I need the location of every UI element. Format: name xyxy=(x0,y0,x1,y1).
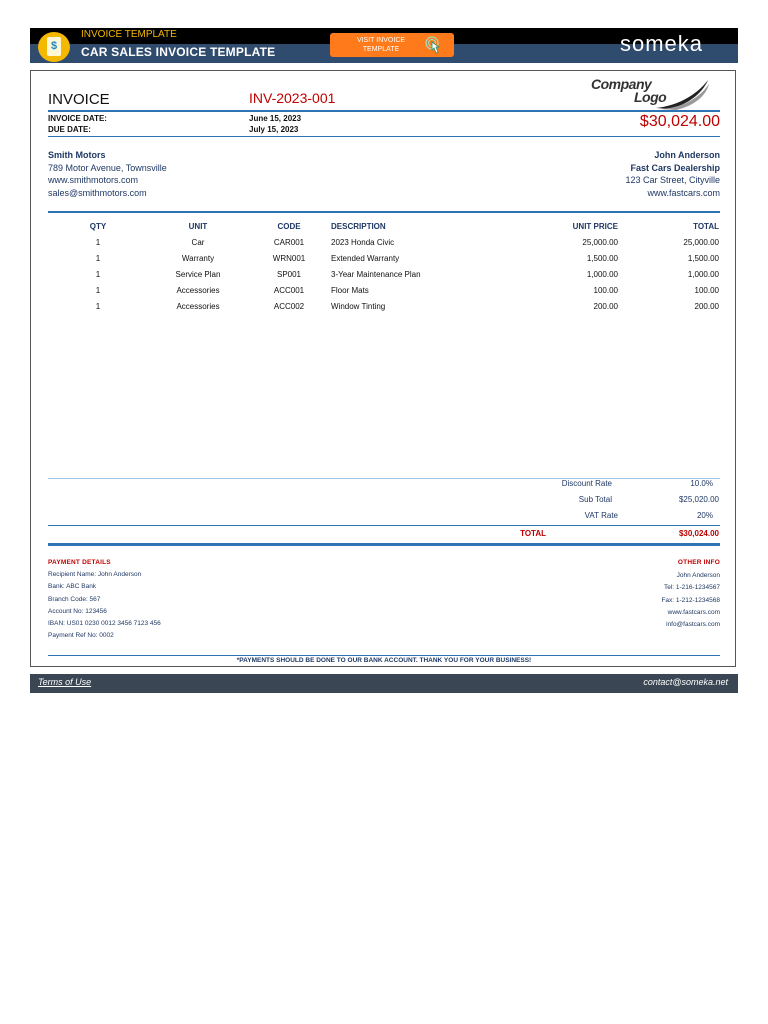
table-cell-unit: Service Plan xyxy=(175,270,221,279)
divider xyxy=(48,110,720,112)
col-header-total: TOTAL xyxy=(693,222,719,231)
subtotal-label: Sub Total xyxy=(578,495,612,504)
due-date-value: July 15, 2023 xyxy=(249,125,299,134)
footer-bar xyxy=(30,674,738,693)
table-cell-unit: Accessories xyxy=(176,302,220,311)
payment-note: *PAYMENTS SHOULD BE DONE TO OUR BANK ACCOUNT. THANK YOU FOR YOUR BUSINESS! xyxy=(236,657,532,664)
seller-email: sales@smithmotors.com xyxy=(48,187,147,198)
table-cell-description: 2023 Honda Civic xyxy=(331,238,395,247)
visit-button-label[interactable]: VISIT INVOICE TEMPLATE xyxy=(356,37,406,53)
payment-line: IBAN: US01 0230 0012 3456 7123 456 xyxy=(48,620,161,628)
contact-email-link[interactable]: contact@someka.net xyxy=(643,677,728,687)
terms-of-use-link[interactable]: Terms of Use xyxy=(38,677,92,687)
seller-block xyxy=(48,149,167,199)
invoice-total-amount: $30,024.00 xyxy=(639,113,720,130)
col-header-qty: QTY xyxy=(89,222,107,231)
other-line: Fax: 1-212-1234568 xyxy=(661,596,720,604)
seller-website: www.smithmotors.com xyxy=(48,175,139,185)
divider xyxy=(48,525,720,526)
vat-rate-value: 20% xyxy=(696,511,713,520)
divider xyxy=(48,543,720,546)
grand-total-label: TOTAL xyxy=(520,529,546,538)
payment-line: Payment Ref No: 0002 xyxy=(48,632,114,640)
invoice-date-label: INVOICE DATE: xyxy=(48,114,107,123)
table-cell-unit-price: 100.00 xyxy=(593,286,618,295)
table-cell-code: ACC002 xyxy=(273,302,305,311)
table-cell-total: 1,000.00 xyxy=(687,270,719,279)
table-cell-unit: Warranty xyxy=(181,254,215,263)
buyer-address: 123 Car Street, Cityville xyxy=(625,175,720,185)
subtotal-value: $25,020.00 xyxy=(678,495,719,504)
payment-line: Account No: 123456 xyxy=(48,607,107,615)
table-cell-qty: 1 xyxy=(95,238,101,247)
header-title: CAR SALES INVOICE TEMPLATE xyxy=(81,45,276,59)
buyer-website: www.fastcars.com xyxy=(647,187,720,198)
buyer-company: Fast Cars Dealership xyxy=(630,162,720,173)
buyer-name: John Anderson xyxy=(654,150,720,160)
company-logo-text: Company xyxy=(591,76,652,92)
invoice-title: INVOICE xyxy=(48,91,110,108)
table-cell-qty: 1 xyxy=(95,302,101,311)
other-line: John Anderson xyxy=(676,572,720,579)
other-info-list xyxy=(661,570,720,631)
grand-total-value: $30,024.00 xyxy=(678,529,719,538)
col-header-description: DESCRIPTION xyxy=(331,222,386,231)
header-subtitle: INVOICE TEMPLATE xyxy=(81,29,177,40)
table-cell-total: 200.00 xyxy=(694,302,719,311)
col-header-unit: UNIT xyxy=(188,222,208,231)
table-cell-description: Floor Mats xyxy=(331,286,369,295)
payment-line: Recipient Name: John Anderson xyxy=(48,571,142,578)
other-line: Tel: 1-216-1234567 xyxy=(663,584,720,592)
table-cell-unit-price: 1,000.00 xyxy=(586,270,618,279)
table-cell-unit: Car xyxy=(191,238,205,247)
table-cell-description: Window Tinting xyxy=(331,302,386,311)
table-cell-qty: 1 xyxy=(95,254,101,263)
other-info-heading: OTHER INFO xyxy=(677,559,720,566)
pointer-hand-icon[interactable] xyxy=(423,35,445,55)
table-cell-total: 100.00 xyxy=(694,286,719,295)
seller-address: 789 Motor Avenue, Townsville xyxy=(48,162,167,173)
discount-rate-label: Discount Rate xyxy=(561,479,612,488)
table-cell-unit-price: 1,500.00 xyxy=(586,254,618,263)
seller-name: Smith Motors xyxy=(48,150,106,160)
other-line: www.fastcars.com xyxy=(667,608,720,616)
dollar-icon: $ xyxy=(50,40,58,52)
divider xyxy=(48,211,720,213)
table-cell-qty: 1 xyxy=(95,286,101,295)
company-logo-text-2: Logo xyxy=(634,89,667,105)
vat-rate-label: VAT Rate xyxy=(584,511,618,520)
divider xyxy=(48,136,720,137)
table-cell-code: CAR001 xyxy=(273,238,305,247)
someka-logo: someka xyxy=(620,31,704,56)
payment-line: Branch Code: 567 xyxy=(48,595,101,603)
payment-details-heading: PAYMENT DETAILS xyxy=(48,559,111,566)
payment-line: Bank: ABC Bank xyxy=(48,583,97,591)
table-cell-description: Extended Warranty xyxy=(331,254,400,263)
other-line: info@fastcars.com xyxy=(666,621,720,629)
invoice-date-value: June 15, 2023 xyxy=(249,114,302,123)
col-header-code: CODE xyxy=(277,222,301,231)
table-cell-description: 3-Year Maintenance Plan xyxy=(331,270,421,279)
table-cell-total: 25,000.00 xyxy=(683,238,719,247)
payment-details-list xyxy=(48,569,161,643)
table-cell-total: 1,500.00 xyxy=(687,254,719,263)
table-cell-unit-price: 25,000.00 xyxy=(582,238,618,247)
col-header-unit-price: UNIT PRICE xyxy=(572,222,618,231)
due-date-label: DUE DATE: xyxy=(48,125,91,134)
divider xyxy=(48,655,720,656)
buyer-block xyxy=(625,149,720,199)
table-cell-code: SP001 xyxy=(276,270,302,279)
invoice-number: INV-2023-001 xyxy=(249,90,336,106)
table-cell-unit: Accessories xyxy=(176,286,220,295)
divider xyxy=(48,478,720,479)
table-cell-unit-price: 200.00 xyxy=(593,302,618,311)
table-cell-qty: 1 xyxy=(95,270,101,279)
discount-rate-value: 10.0% xyxy=(690,479,713,488)
table-cell-code: ACC001 xyxy=(273,286,305,295)
table-cell-code: WRN001 xyxy=(272,254,306,263)
